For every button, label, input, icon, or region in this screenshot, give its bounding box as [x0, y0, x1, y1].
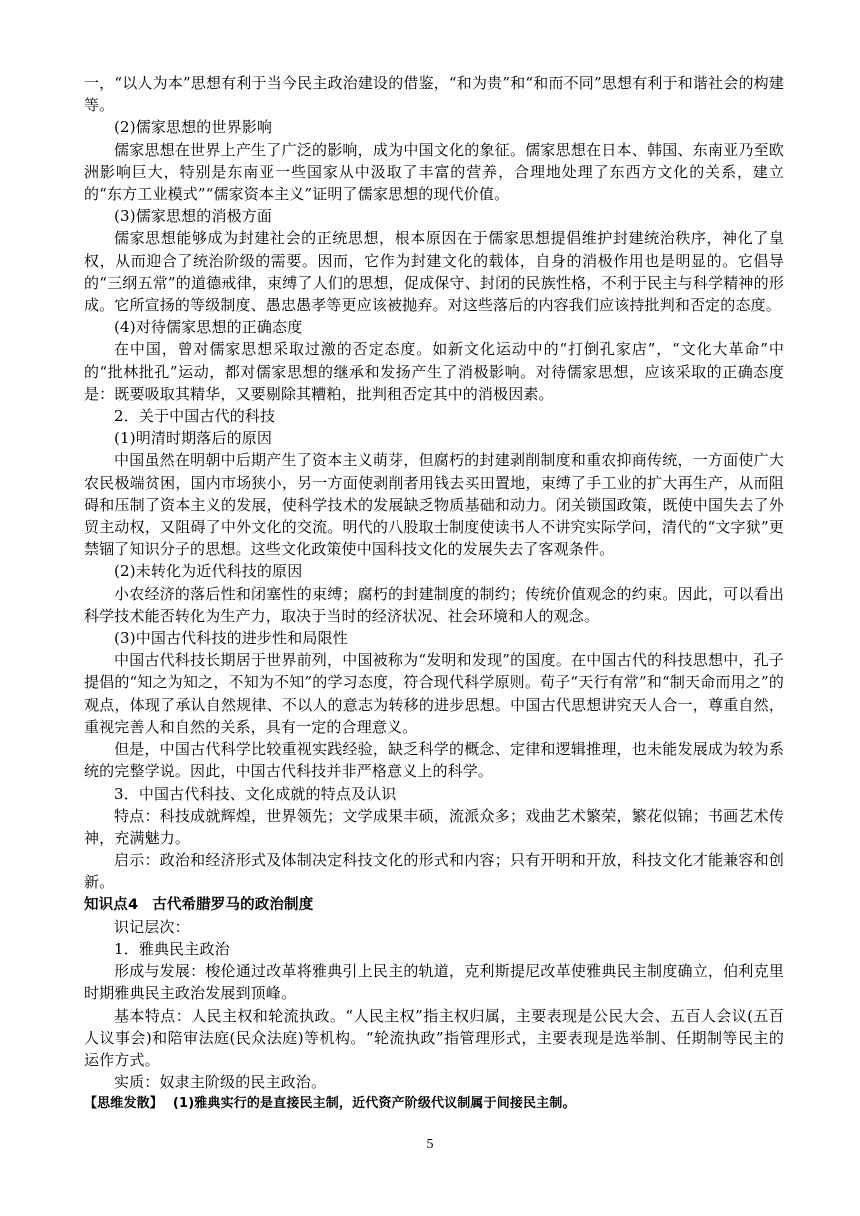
paragraph: 但是，中国古代科学比较重视实践经验，缺乏科学的概念、定律和逻辑推理，也未能发展成为较为系统的完整学说。因此，中国古代科技并非严格意义上的科学。: [84, 740, 784, 781]
paragraph: (2)未转化为近代科技的原因: [114, 562, 303, 581]
paragraph: 特点：科技成就辉煌，世界领先；文学成果丰硕，流派众多；戏曲艺术繁荣，繁花似锦；书画艺术传神，充满魅力。: [84, 806, 784, 847]
knowledge-point-title: 古代希腊罗马的政治制度: [152, 896, 314, 913]
paragraph: 一，“以人为本”思想有利于当今民主政治建设的借鉴，“和为贵”和“和而不同”思想有利于和谐社会的构建等。: [84, 74, 784, 115]
paragraph: 3．中国古代科技、文化成就的特点及认识: [114, 784, 397, 803]
page-content: [84, 72, 784, 1116]
thinking-note-text: (1)雅典实行的是直接民主制，近代资产阶级代议制属于间接民主制。: [172, 1096, 576, 1112]
paragraph: 中国古代科技长期居于世界前列，中国被称为“发明和发现”的国度。在中国古代的科技思想中，孔子提倡的“知之为知之，不知为不知”的学习态度，符合现代科学原则。荀子“天行有常”和“制天命而用之”的观点，体现了承认自然规律、不以人的意志为转移的进步思想。中国古代思想讲究天人合一，尊重自然，重视完善人和自然的关系，具有一定的合理意义。: [84, 651, 784, 736]
paragraph: 中国虽然在明朝中后期产生了资本主义萌芽，但腐朽的封建剥削制度和重农抑商传统，一方面使广大农民极端贫困，国内市场狭小，另一方面使剥削者用钱去买田置地，束缚了手工业的扩大再生产，从而阻碍和压制了资本主义的发展，使科学技术的发展缺乏物质基础和动力。闭关锁国政策，既使中国失去了外贸主动权，又阻碍了中外文化的交流。明代的八股取士制度使读书人不讲究实际学问，清代的“文字狱”更禁锢了知识分子的思想。这些文化政策使中国科技文化的发展失去了客观条件。: [84, 451, 784, 559]
paragraph-block: [84, 72, 784, 894]
paragraph: 儒家思想在世界上产生了广泛的影响，成为中国文化的象征。儒家思想在日本、韩国、东南亚乃至欧洲影响巨大，特别是东南亚一些国家从中汲取了丰富的营养，合理地处理了东西方文化的关系，建立的“东方工业模式”“儒家资本主义”证明了儒家思想的现代价值。: [84, 140, 784, 204]
paragraph: 启示：政治和经济形式及体制决定科技文化的形式和内容；只有开明和开放，科技文化才能兼容和创新。: [84, 851, 784, 892]
paragraph: 1．雅典民主政治: [114, 939, 230, 958]
paragraph: 小农经济的落后性和闭塞性的束缚；腐朽的封建制度的制约；传统价值观念的约束。因此，可以看出科学技术能否转化为生产力，取决于当时的经济状况、社会环境和人的观念。: [84, 584, 784, 625]
paragraph: 形成与发展：梭伦通过改革将雅典引上民主的轨道，克利斯提尼改革使雅典民主制度确立，伯利克里时期雅典民主政治发展到顶峰。: [84, 962, 784, 1003]
paragraph: (1)明清时期落后的原因: [114, 429, 273, 448]
paragraph: 实质：奴隶主阶级的民主政治。: [114, 1073, 327, 1092]
thinking-note-tag: 【思维发散】: [84, 1096, 163, 1112]
knowledge-point-heading: [84, 894, 784, 916]
knowledge-point-label: 知识点4: [84, 896, 139, 913]
paragraph: 基本特点：人民主权和轮流执政。“人民主权”指主权归属，主要表现是公民大会、五百人会议(五百人议事会)和陪审法庭(民众法庭)等机构。“轮流执政”指管理形式，主要表现是选举制、任期制等民主的运作方式。: [84, 1006, 784, 1069]
paragraph: 儒家思想能够成为封建社会的正统思想，根本原因在于儒家思想提倡维护封建统治秩序，神化了皇权，从而迎合了统治阶级的需要。因而，它作为封建文化的载体，自身的消极作用也是明显的。它倡导的“三纲五常”的道德戒律，束缚了人们的思想，促成保守、封闭的民族性格，不利于民主与科学精神的形成。它所宣扬的等级制度、愚忠愚孝等更应该被抛弃。对这些落后的内容我们应该持批判和否定的态度。: [84, 229, 784, 315]
paragraph: 在中国，曾对儒家思想采取过激的否定态度。如新文化运动中的“打倒孔家店”，“文化大革命”中的“批林批孔”运动，都对儒家思想的继承和发扬产生了消极影响。对待儒家思想，应该采取的正确态度是：既要吸取其精华，又要剔除其糟粕，批判租否定其中的消极因素。: [84, 340, 784, 403]
thinking-note: [84, 1093, 784, 1115]
paragraph-block: [84, 916, 784, 1094]
paragraph: 2．关于中国古代的科技: [114, 407, 276, 426]
paragraph: (3)中国古代科技的进步性和局限性: [114, 629, 348, 648]
paragraph: 识记层次：: [114, 917, 190, 936]
paragraph: (3)儒家思想的消极方面: [114, 207, 273, 226]
paragraph: (4)对待儒家思想的正确态度: [114, 318, 303, 337]
paragraph: (2)儒家思想的世界影响: [114, 118, 273, 137]
page-number: 5: [426, 1137, 434, 1152]
